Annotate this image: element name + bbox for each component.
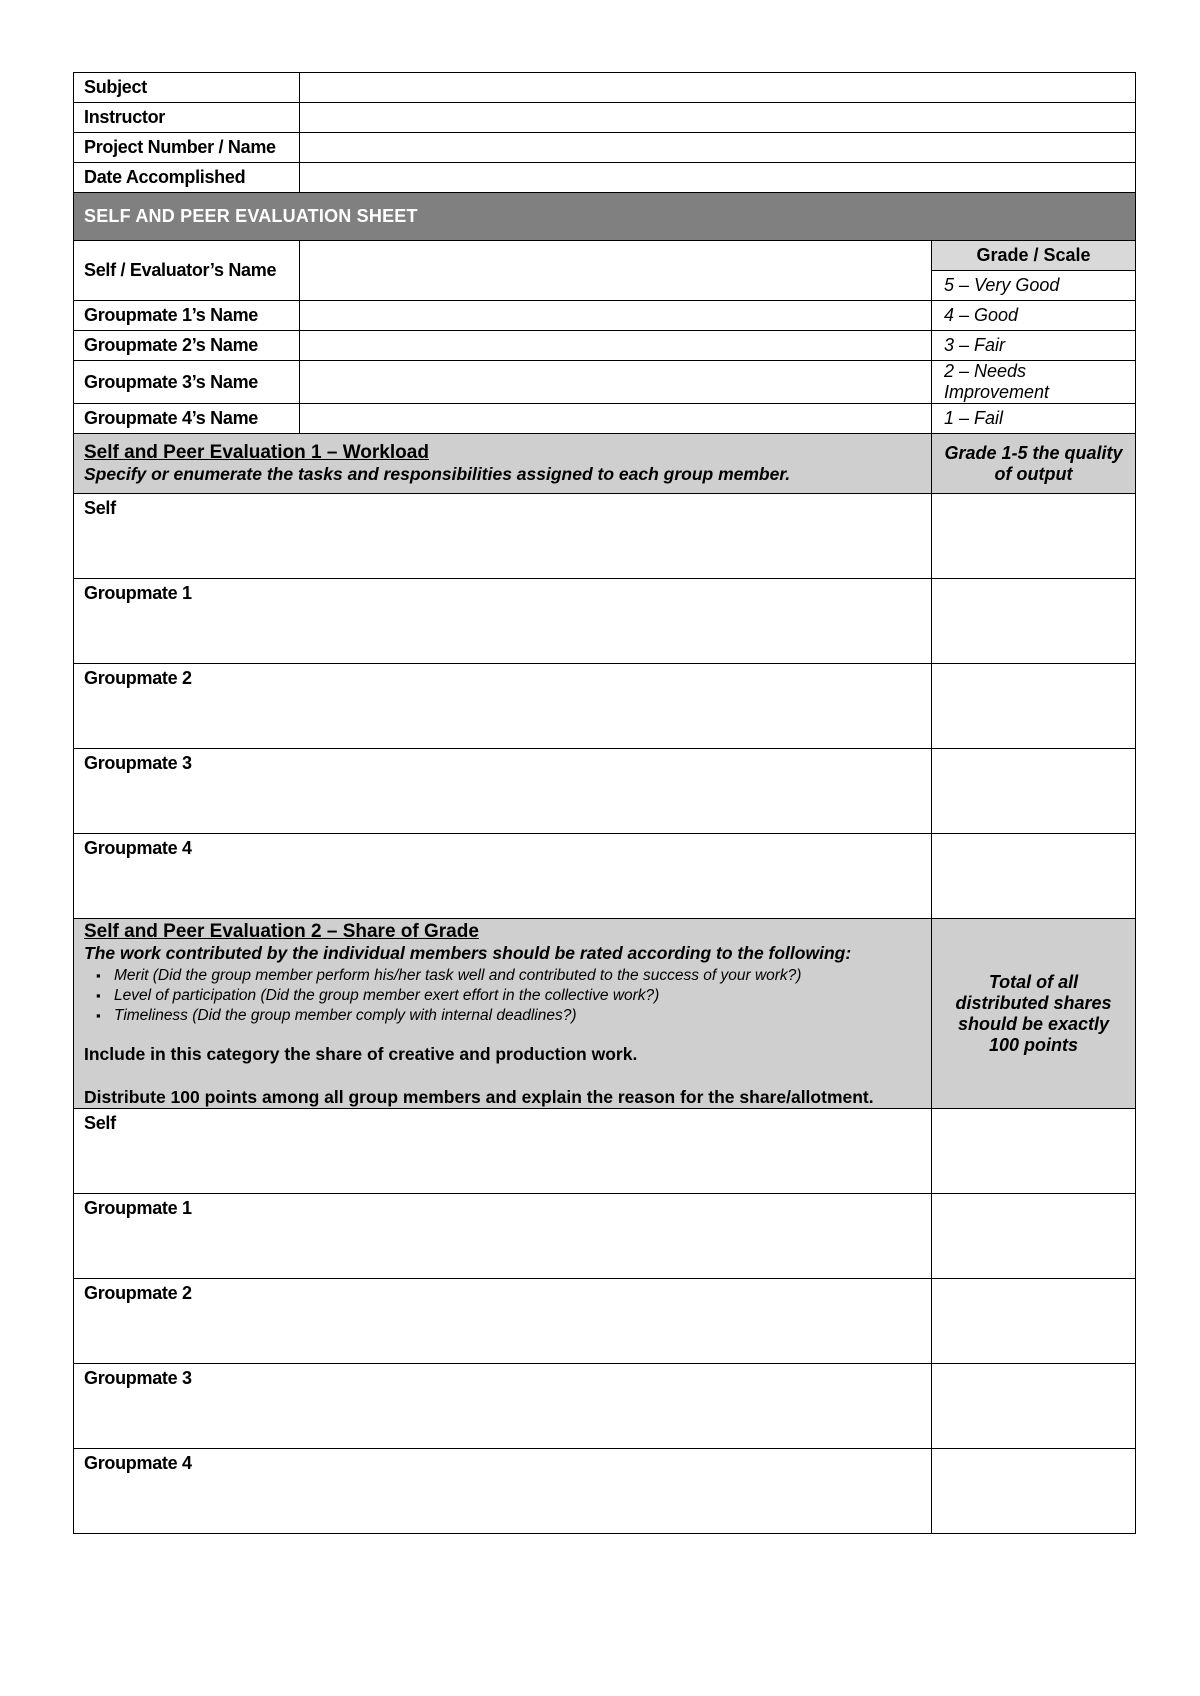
section1-groupmate4-grade[interactable] (932, 834, 1136, 919)
section2-groupmate1-cell[interactable]: Groupmate 1 (74, 1194, 932, 1279)
section2-row-groupmate2 (74, 1279, 1136, 1364)
project-field[interactable] (300, 133, 1136, 163)
section2-groupmate3-share[interactable] (932, 1364, 1136, 1449)
section1-header-row (74, 434, 1136, 494)
section2-header-row (74, 919, 1136, 1109)
section1-title: Self and Peer Evaluation 1 – Workload (84, 442, 429, 463)
section2-right-note: Total of all distributed shares should be exactly 100 points (932, 919, 1136, 1109)
groupmate2-name-label: Groupmate 2’s Name (74, 331, 300, 361)
criteria-merit: ▪ Merit (Did the group member perform his/her task well and contributed to the success of your work?) (114, 966, 921, 986)
section2-groupmate4-share[interactable] (932, 1449, 1136, 1534)
criteria-participation: ▪ Level of participation (Did the group member exert effort in the collective work?) (114, 986, 921, 1006)
section1-self-grade[interactable] (932, 494, 1136, 579)
subject-label: Subject (74, 73, 300, 103)
section2-instruction-2: Distribute 100 points among all group members and explain the reason for the share/allotment. (84, 1087, 874, 1107)
section2-self-cell[interactable]: Self (74, 1109, 932, 1194)
section2-row-groupmate4 (74, 1449, 1136, 1534)
groupmate3-name-label: Groupmate 3’s Name (74, 361, 300, 404)
section2-row-groupmate3 (74, 1364, 1136, 1449)
section1-groupmate3-grade[interactable] (932, 749, 1136, 834)
date-field[interactable] (300, 163, 1136, 193)
header-row-subject (74, 73, 1136, 103)
section1-row-groupmate1 (74, 579, 1136, 664)
header-row-project (74, 133, 1136, 163)
subject-field[interactable] (300, 73, 1136, 103)
section1-header (74, 434, 932, 494)
section1-groupmate1-cell[interactable]: Groupmate 1 (74, 579, 932, 664)
groupmate4-name-row (74, 404, 1136, 434)
section1-row-groupmate2 (74, 664, 1136, 749)
section1-groupmate2-grade[interactable] (932, 664, 1136, 749)
section2-groupmate2-share[interactable] (932, 1279, 1136, 1364)
groupmate3-name-row (74, 361, 1136, 404)
criteria-list (84, 966, 921, 1026)
grade-scale-title: Grade / Scale (932, 241, 1136, 271)
groupmate2-name-row (74, 331, 1136, 361)
section1-row-self (74, 494, 1136, 579)
groupmate1-name-label: Groupmate 1’s Name (74, 301, 300, 331)
banner-row (74, 193, 1136, 241)
project-label: Project Number / Name (74, 133, 300, 163)
section1-subtitle: Specify or enumerate the tasks and responsibilities assigned to each group member. (84, 464, 791, 484)
section2-groupmate2-cell[interactable]: Groupmate 2 (74, 1279, 932, 1364)
groupmate4-name-label: Groupmate 4’s Name (74, 404, 300, 434)
scale-item-2: 2 – Needs Improvement (932, 361, 1136, 404)
criteria-timeliness: ▪ Timeliness (Did the group member comply with internal deadlines?) (114, 1006, 921, 1026)
section1-groupmate1-grade[interactable] (932, 579, 1136, 664)
section1-groupmate4-cell[interactable]: Groupmate 4 (74, 834, 932, 919)
section1-groupmate3-cell[interactable]: Groupmate 3 (74, 749, 932, 834)
scale-item-1: 1 – Fail (932, 404, 1136, 434)
section2-row-self (74, 1109, 1136, 1194)
evaluator-label: Self / Evaluator’s Name (74, 241, 300, 301)
groupmate4-name-field[interactable] (300, 404, 932, 434)
section1-row-groupmate3 (74, 749, 1136, 834)
header-row-date (74, 163, 1136, 193)
section2-groupmate3-cell[interactable]: Groupmate 3 (74, 1364, 932, 1449)
groupmate3-name-field[interactable] (300, 361, 932, 404)
section2-subtitle: The work contributed by the individual members should be rated according to the following: (84, 943, 852, 963)
evaluation-form (73, 72, 1136, 1534)
scale-item-3: 3 – Fair (932, 331, 1136, 361)
date-label: Date Accomplished (74, 163, 300, 193)
header-row-instructor (74, 103, 1136, 133)
section2-header (74, 919, 932, 1109)
section2-self-share[interactable] (932, 1109, 1136, 1194)
groupmate1-name-field[interactable] (300, 301, 932, 331)
section1-self-cell[interactable]: Self (74, 494, 932, 579)
scale-item-4: 4 – Good (932, 301, 1136, 331)
sheet-title: SELF AND PEER EVALUATION SHEET (74, 193, 1136, 241)
scale-item-5: 5 – Very Good (932, 271, 1136, 301)
instructor-field[interactable] (300, 103, 1136, 133)
section1-groupmate2-cell[interactable]: Groupmate 2 (74, 664, 932, 749)
section1-right-note: Grade 1-5 the quality of output (932, 434, 1136, 494)
section2-groupmate4-cell[interactable]: Groupmate 4 (74, 1449, 932, 1534)
groupmate1-name-row (74, 301, 1136, 331)
groupmate2-name-field[interactable] (300, 331, 932, 361)
evaluator-row (74, 241, 1136, 271)
evaluator-field[interactable] (300, 241, 932, 301)
section2-groupmate1-share[interactable] (932, 1194, 1136, 1279)
section2-instruction-1: Include in this category the share of creative and production work. (84, 1044, 638, 1064)
section2-row-groupmate1 (74, 1194, 1136, 1279)
section2-title: Self and Peer Evaluation 2 – Share of Grade (84, 921, 479, 942)
section1-row-groupmate4 (74, 834, 1136, 919)
instructor-label: Instructor (74, 103, 300, 133)
